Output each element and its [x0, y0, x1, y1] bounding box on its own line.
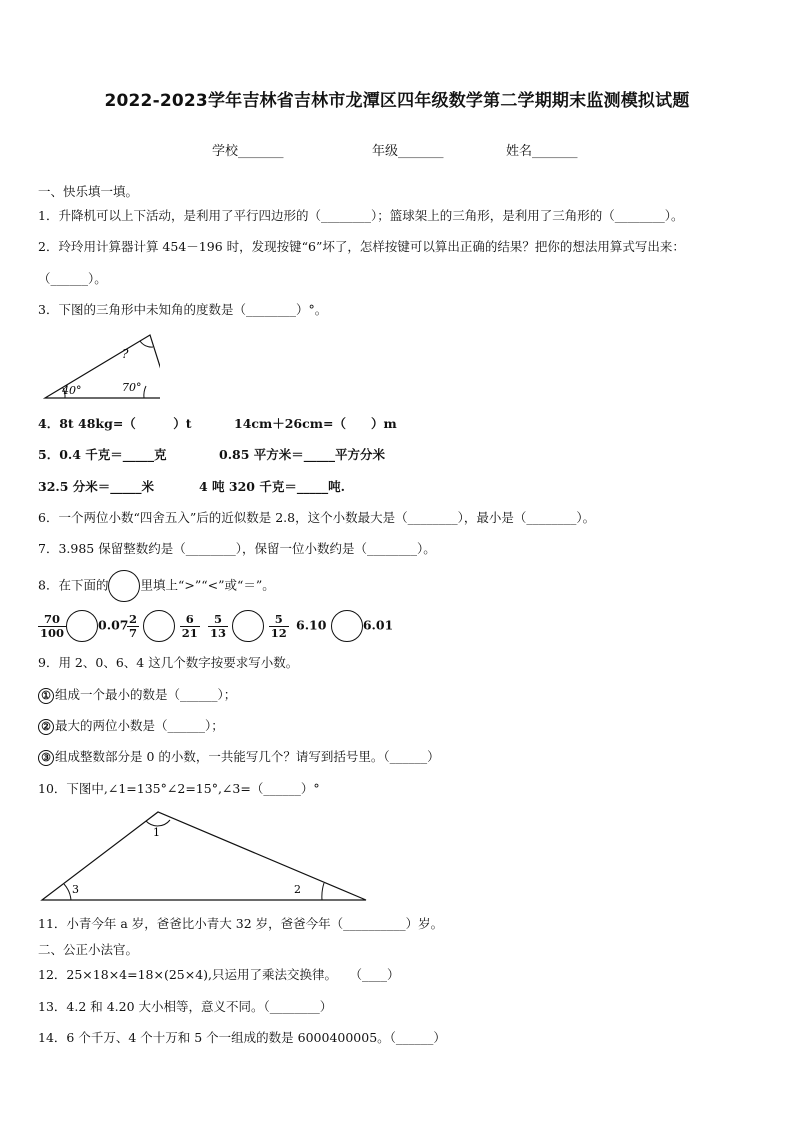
angle-arc-top [140, 341, 153, 347]
compare-value-2: 6.10 [296, 617, 327, 633]
compare-circle-4[interactable] [331, 610, 363, 642]
fraction-2-7 [127, 613, 139, 640]
fraction-denominator: 12 [270, 625, 287, 640]
compare-row-2 [127, 610, 200, 642]
section-two-heading: 二、公正小法官。 [38, 942, 139, 957]
compare-row-1 [38, 610, 128, 642]
triangle2-outline [42, 812, 366, 900]
triangle-figure-q3 [40, 333, 160, 403]
angle-label-right: 70° [122, 381, 142, 394]
circled-number-3: ③ [38, 750, 54, 766]
angle2-label-1: 1 [153, 826, 160, 839]
question-9-item-2 [38, 717, 224, 735]
fraction-numerator: 70 [38, 613, 66, 627]
question-8 [38, 570, 275, 602]
angle2-label-2: 2 [294, 883, 301, 896]
question-9-item-3-text: 组成整数部分是 0 的小数，一共能写几个？请写到括号里。（______） [55, 749, 440, 764]
question-10: 10．下图中,∠1=135°∠2=15°,∠3=（______）° [38, 781, 320, 796]
angle2-arc-2 [322, 883, 324, 900]
question-6: 6．一个两位小数“四舍五入”后的近似数是 2.8，这个小数最大是（________），最小是（________）。 [38, 510, 596, 525]
compare-value-3: 6.01 [362, 617, 394, 633]
question-5-part-b: 0.85 平方米＝_____平方分米 [219, 447, 386, 462]
question-5-part-a: 5．0.4 千克＝_____克 [38, 447, 167, 462]
fraction-denominator: 21 [181, 625, 198, 640]
question-9-item-1 [38, 686, 236, 704]
compare-row-4 [296, 610, 393, 642]
compare-circle-2[interactable] [143, 610, 175, 642]
section-one-heading: 一、快乐填一填。 [38, 184, 139, 199]
page-title: 2022-2023学年吉林省吉林市龙潭区四年级数学第二学期期末监测模拟试题 [104, 91, 690, 111]
fraction-denominator: 100 [40, 625, 65, 640]
compare-row-3 [208, 610, 289, 642]
question-2-answer: （______）。 [38, 271, 107, 286]
compare-value-1: 0.07 [98, 617, 129, 633]
question-8-suffix: 里填上“>”“<”或“＝”。 [140, 577, 275, 593]
compare-circle-3[interactable] [232, 610, 264, 642]
question-1: 1．升降机可以上下活动，是利用了平行四边形的（________）；篮球架上的三角形，是利用了三角形的（________）。 [38, 208, 684, 223]
fraction-6-21 [180, 613, 200, 640]
question-5-part-c: 32.5 分米＝_____米 [38, 479, 155, 494]
fraction-numerator: 6 [180, 613, 200, 627]
angle-label-top: ? [122, 347, 129, 361]
circled-number-2: ② [38, 719, 54, 735]
question-7: 7．3.985 保留整数约是（________），保留一位小数约是（________）。 [38, 541, 436, 556]
question-9-item-2-text: 最大的两位小数是（______）； [55, 718, 224, 733]
question-14: 14．6 个千万、4 个十万和 5 个一组成的数是 6000400005。（______） [38, 1030, 446, 1045]
fraction-5-13 [208, 613, 228, 640]
question-9: 9．用 2、0、6、4 这几个数字按要求写小数。 [38, 655, 299, 670]
question-4-part-b: 14cm＋26cm=（ ）m [234, 416, 397, 431]
question-2: 2．玲玲用计算器计算 454－196 时，发现按键“6”坏了，怎样按键可以算出正确的结果？把你的想法用算式写出来： [38, 239, 685, 254]
question-12: 12．25×18×4=18×(25×4),只运用了乘法交换律。 （____） [38, 967, 400, 982]
fraction-5-12 [269, 613, 289, 640]
question-8-prefix: 8．在下面的 [38, 577, 109, 593]
name-field: 姓名_______ [506, 144, 578, 159]
school-field: 学校_______ [212, 144, 284, 159]
fraction-numerator: 5 [269, 613, 289, 627]
fraction-numerator: 2 [129, 611, 138, 626]
circled-number-1: ① [38, 688, 54, 704]
angle-arc-right [144, 386, 146, 398]
fraction-numerator: 5 [208, 613, 228, 627]
angle2-arc-3 [64, 884, 71, 900]
compare-circle-example [108, 570, 140, 602]
compare-circle-1[interactable] [66, 610, 98, 642]
angle-label-left: 40° [62, 384, 82, 397]
question-13: 13．4.2 和 4.20 大小相等，意义不同。（________） [38, 999, 333, 1014]
fraction-denominator: 7 [129, 625, 138, 640]
question-3: 3．下图的三角形中未知角的度数是（________）°。 [38, 302, 328, 317]
fraction-denominator: 13 [210, 625, 227, 640]
question-5-part-d: 4 吨 320 千克＝_____吨. [199, 479, 345, 494]
triangle-figure-q10 [38, 806, 370, 904]
angle2-label-3: 3 [72, 883, 79, 896]
question-11: 11．小青今年 a 岁，爸爸比小青大 32 岁，爸爸今年（__________）岁。 [38, 916, 444, 931]
question-9-item-3 [38, 748, 440, 766]
grade-field: 年级_______ [372, 144, 444, 159]
question-4-part-a: 4．8t 48kg=（ ）t [38, 416, 192, 431]
question-9-item-1-text: 组成一个最小的数是（______）； [55, 687, 237, 702]
fraction-70-100 [38, 613, 66, 640]
